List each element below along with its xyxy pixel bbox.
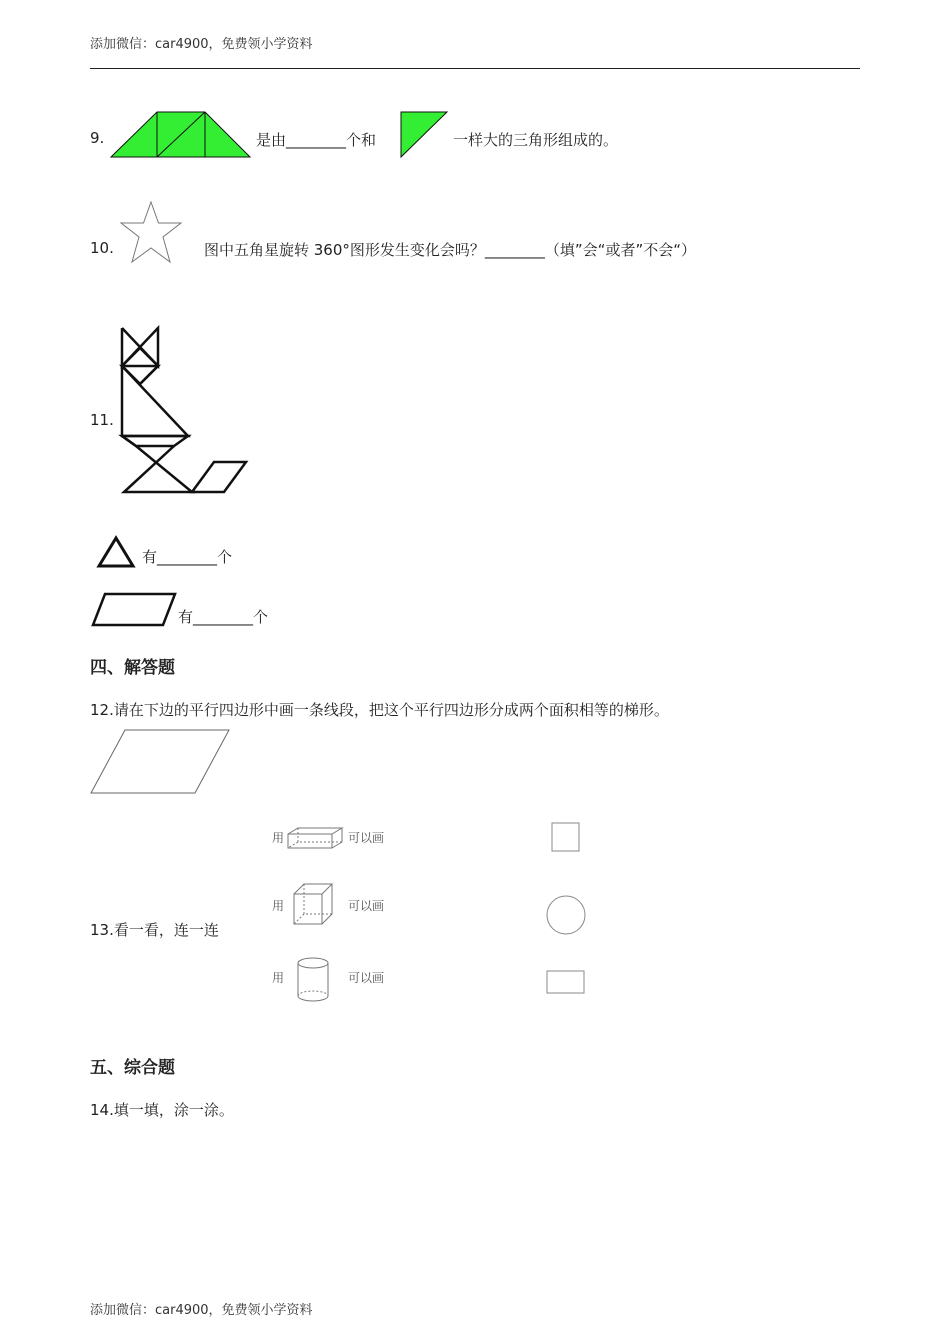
q13-row3-use: 用 <box>272 971 285 985</box>
square-shape[interactable] <box>551 822 581 852</box>
q10-text: 图中五角星旋转 360°图形发生变化会吗？________（填”会“或者”不会“） <box>204 241 696 259</box>
q11-number: 11. <box>90 411 114 429</box>
circle-shape[interactable] <box>545 894 587 936</box>
triangle-shape-icon <box>97 536 135 568</box>
section-5-title: 五、综合题 <box>90 1058 175 1078</box>
trapezoid-figure <box>110 111 252 159</box>
star-figure <box>118 201 184 265</box>
page-header: 添加微信：car4900，免费领小学资料 <box>90 37 313 52</box>
q12-parallelogram-figure <box>89 728 231 796</box>
page-footer: 添加微信：car4900，免费领小学资料 <box>90 1303 313 1318</box>
q13-text: 13.看一看，连一连 <box>90 921 219 939</box>
q9-text-part2: 一样大的三角形组成的。 <box>453 131 619 149</box>
q13-row1-can: 可以画 <box>348 831 385 845</box>
q10-number: 10. <box>90 239 114 257</box>
q11-triangle-line: 有________个 <box>142 548 233 566</box>
cuboid-icon <box>286 826 344 850</box>
q9-text-part1: 是由________个和 <box>256 131 377 149</box>
q11-parallelogram-line: 有________个 <box>178 608 269 626</box>
tangram-cat-figure <box>118 326 250 496</box>
q13-row3-can: 可以画 <box>348 971 385 985</box>
green-triangle-figure <box>400 111 450 159</box>
q9-blank[interactable]: ________ <box>286 131 347 149</box>
header-divider <box>90 68 860 69</box>
cylinder-icon <box>296 956 332 1004</box>
q13-row2-use: 用 <box>272 899 285 913</box>
q13-row2-can: 可以画 <box>348 899 385 913</box>
q12-text: 12.请在下边的平行四边形中画一条线段，把这个平行四边形分成两个面积相等的梯形。 <box>90 701 669 719</box>
section-4-title: 四、解答题 <box>90 658 175 678</box>
cube-icon <box>292 882 336 928</box>
parallelogram-shape-icon <box>91 592 177 628</box>
q13-row1-use: 用 <box>272 831 285 845</box>
q14-text: 14.填一填，涂一涂。 <box>90 1101 234 1119</box>
rectangle-shape[interactable] <box>546 970 586 996</box>
q9-number: 9. <box>90 129 105 147</box>
